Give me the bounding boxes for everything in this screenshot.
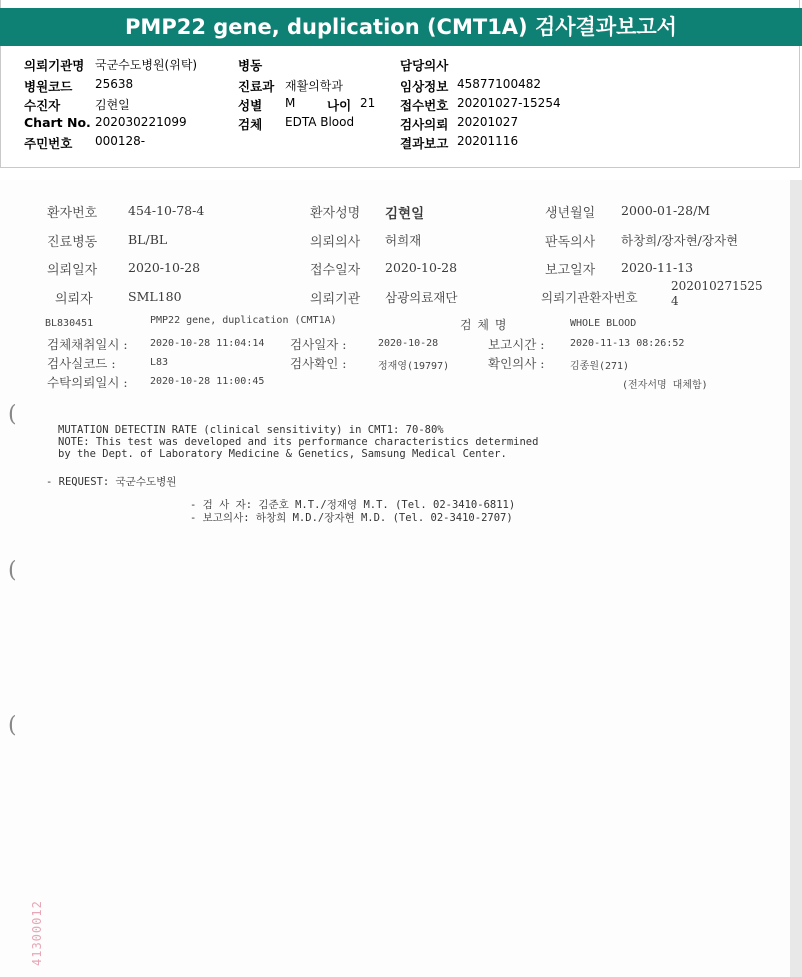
scan-label-ward: 진료병동 <box>47 235 98 250</box>
label-requesting-institution: 의뢰기관명 <box>24 58 85 73</box>
label-department: 진료과 <box>238 79 275 94</box>
scan-label-requesting-institution: 의뢰기관 <box>310 292 361 307</box>
scan-test-name: PMP22 gene, duplication (CMT1A) <box>150 315 337 326</box>
value-result-report: 20201116 <box>457 134 519 148</box>
value-hospital-code: 25638 <box>95 77 134 91</box>
value-resident-no: 000128- <box>95 134 146 148</box>
scan-value-institution-patient-no: 202010271525 <box>671 279 763 293</box>
scan-e-signature-note: (전자서명 대체함) <box>622 380 708 391</box>
scan-value-lab-code: L83 <box>150 357 169 368</box>
scan-value-report-date: 2020-11-13 <box>621 260 694 275</box>
binder-hole-mark: ( <box>8 558 17 583</box>
page-edge-rail <box>790 180 802 977</box>
staff-line-reporter: - 보고의사: 하창희 M.D./장자현 M.D. (Tel. 02-3410-2707) <box>190 512 513 524</box>
label-test-request: 검사의뢰 <box>400 117 449 132</box>
scan-value-requesting-doctor: 허희재 <box>385 233 422 248</box>
value-requesting-institution: 국군수도병원(위탁) <box>95 58 198 72</box>
scan-value-patient-no: 454-10-78-4 <box>128 203 205 218</box>
label-specimen: 검체 <box>238 117 263 132</box>
label-chart-no: Chart No. <box>24 115 91 130</box>
scan-label-reading-doctor: 판독의사 <box>545 235 596 250</box>
value-patient: 김현일 <box>95 98 130 112</box>
label-resident-no: 주민번호 <box>24 136 73 151</box>
scan-value-requester: SML180 <box>128 289 182 304</box>
scan-value-birth-date: 2000-01-28/M <box>621 203 711 218</box>
scan-label-report-time: 보고시간 : <box>488 337 545 352</box>
page-stamp-number: 41300012 <box>30 900 44 966</box>
scan-value-requesting-institution: 삼광의료재단 <box>385 290 458 305</box>
scan-label-specimen-name: 검 체 명 <box>460 318 508 332</box>
scan-label-requester: 의뢰자 <box>55 292 93 307</box>
request-line: - REQUEST: 국군수도병원 <box>46 476 177 488</box>
scan-label-test-verified: 검사확인 : <box>290 356 347 371</box>
value-chart-no: 202030221099 <box>95 115 187 129</box>
scan-label-institution-patient-no: 의뢰기관환자번호 <box>541 290 638 305</box>
scan-label-requesting-doctor: 의뢰의사 <box>310 235 361 250</box>
scan-label-request-date: 의뢰일자 <box>47 263 98 278</box>
binder-hole-mark: ( <box>8 713 17 738</box>
scan-value-report-time: 2020-11-13 08:26:52 <box>570 338 685 349</box>
scan-value-collection-time: 2020-10-28 11:04:14 <box>150 338 265 349</box>
scan-value-request-date: 2020-10-28 <box>128 260 201 275</box>
scan-label-receipt-date: 접수일자 <box>310 263 361 278</box>
report-title: PMP22 gene, duplication (CMT1A) 검사결과보고서 <box>0 8 802 46</box>
label-result-report: 결과보고 <box>400 136 449 151</box>
scan-label-lab-code: 검사실코드 : <box>47 356 116 371</box>
scan-value-receipt-date: 2020-10-28 <box>385 260 458 275</box>
label-sex: 성별 <box>238 98 263 113</box>
scan-value-institution-patient-no-tail: 4 <box>671 294 679 308</box>
scan-label-patient-name: 환자성명 <box>310 206 361 221</box>
label-patient: 수진자 <box>24 98 61 113</box>
comment-line-1: MUTATION DETECTIN RATE (clinical sensitivity) in CMT1: 70-80% <box>58 424 444 436</box>
scan-label-report-date: 보고일자 <box>545 263 596 278</box>
staff-line-tester: - 검 사 자: 김준호 M.T./정재영 M.T. (Tel. 02-3410-6811) <box>190 499 516 511</box>
value-sex: M <box>285 96 296 110</box>
value-department: 재활의학과 <box>285 79 343 93</box>
label-hospital-code: 병원코드 <box>24 79 73 94</box>
label-attending-physician: 담당의사 <box>400 58 449 73</box>
scan-label-birth-date: 생년월일 <box>545 206 596 221</box>
value-specimen: EDTA Blood <box>285 115 355 129</box>
comment-line-3: by the Dept. of Laboratory Medicine & Genetics, Samsung Medical Center. <box>58 448 507 460</box>
scan-value-patient-name: 김현일 <box>385 206 425 222</box>
label-clinical-info: 임상정보 <box>400 79 449 94</box>
comment-line-2: NOTE: This test was developed and its performance characteristics determined <box>58 436 539 448</box>
label-age: 나이 <box>327 98 352 113</box>
value-clinical-info: 45877100482 <box>457 77 541 91</box>
scan-label-patient-no: 환자번호 <box>47 206 98 221</box>
label-receipt-no: 접수번호 <box>400 98 449 113</box>
value-test-request: 20201027 <box>457 115 519 129</box>
scan-value-confirming-doctor: 김종원(271) <box>570 361 630 372</box>
scan-label-consignment-time: 수탁의뢰일시 : <box>47 375 128 390</box>
scan-label-collection-time: 검체채취일시 : <box>47 337 128 352</box>
scan-value-test-date: 2020-10-28 <box>378 338 439 349</box>
scan-value-ward: BL/BL <box>128 232 168 247</box>
scan-value-test-verified: 정재영(19797) <box>378 361 450 372</box>
binder-hole-mark: ( <box>8 402 17 427</box>
label-ward: 병동 <box>238 58 263 73</box>
scan-test-code: BL830451 <box>45 318 94 329</box>
scan-value-consignment-time: 2020-10-28 11:00:45 <box>150 376 265 387</box>
scan-value-specimen-name: WHOLE BLOOD <box>570 318 637 329</box>
value-age: 21 <box>360 96 376 110</box>
scan-label-test-date: 검사일자 : <box>290 337 347 352</box>
scan-value-reading-doctor: 하창희/장자현/장자현 <box>621 233 739 248</box>
value-receipt-no: 20201027-15254 <box>457 96 561 110</box>
scan-label-confirming-doctor: 확인의사 : <box>488 356 545 371</box>
